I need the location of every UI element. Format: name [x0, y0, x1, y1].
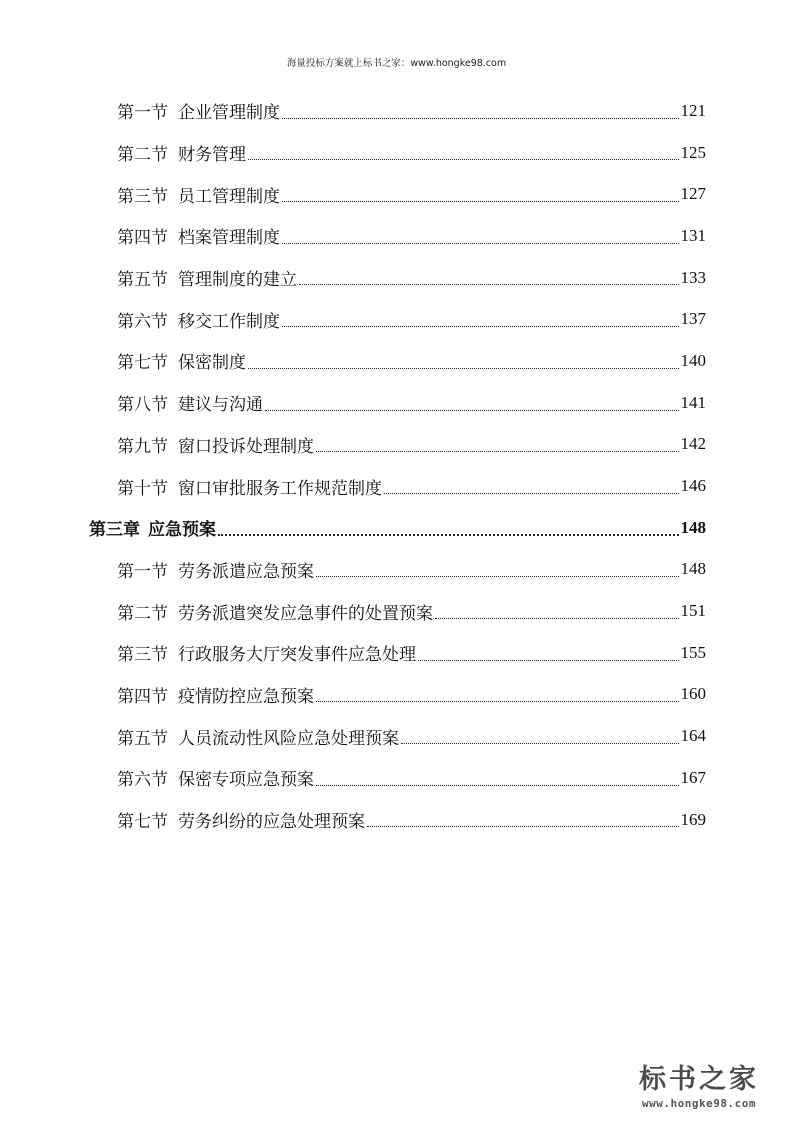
toc-entry-page: 125: [680, 142, 706, 162]
watermark: [619, 1065, 779, 1110]
toc-section-entry[interactable]: [0, 465, 793, 507]
toc-dot-leader: [282, 326, 679, 327]
toc-entry-page: 121: [680, 100, 706, 120]
toc-entry-number: 第二节: [117, 603, 168, 624]
toc-entry-number: 第三节: [117, 186, 168, 207]
toc-entry-page: 155: [680, 642, 706, 662]
toc-entry-title: 保密制度: [178, 353, 246, 374]
toc-entry-page: 142: [680, 434, 706, 454]
toc-entry-number: 第六节: [117, 311, 168, 332]
toc-dot-leader: [218, 534, 679, 536]
toc-dot-leader: [418, 660, 679, 661]
watermark-url: www.hongke98.com: [642, 1097, 756, 1110]
toc-entry-page: 148: [680, 559, 706, 579]
toc-dot-leader: [282, 243, 679, 244]
toc-dot-leader: [248, 159, 679, 160]
toc-entry-number: 第五节: [117, 728, 168, 749]
toc-dot-leader: [401, 743, 679, 744]
toc-entry-page: 148: [680, 517, 706, 537]
toc-entry-page: 146: [680, 476, 706, 496]
toc-dot-leader: [265, 410, 679, 411]
toc-entry-title: 窗口投诉处理制度: [178, 436, 314, 457]
toc-entry-title: 行政服务大厅突发事件应急处理: [178, 645, 416, 666]
toc-entry-number: 第七节: [117, 353, 168, 374]
toc-entry-page: 169: [680, 809, 706, 829]
toc-entry-number: 第三章: [89, 520, 140, 541]
toc-entry-page: 127: [680, 184, 706, 204]
toc-chapter-entry[interactable]: [0, 507, 793, 549]
toc-entry-title: 移交工作制度: [178, 311, 280, 332]
toc-dot-leader: [316, 785, 679, 786]
toc-section-entry[interactable]: [0, 215, 793, 257]
toc-entry-title: 人员流动性风险应急处理预案: [178, 728, 399, 749]
toc-entry-title: 建议与沟通: [178, 395, 263, 416]
toc-entry-page: 133: [680, 267, 706, 287]
toc-entry-title: 档案管理制度: [178, 228, 280, 249]
toc-entry-title: 劳务纠纷的应急处理预案: [178, 812, 365, 833]
toc-dot-leader: [248, 368, 679, 369]
toc-entry-page: 151: [680, 601, 706, 621]
table-of-contents: [0, 90, 793, 840]
toc-section-entry[interactable]: [0, 632, 793, 674]
toc-entry-number: 第九节: [117, 436, 168, 457]
toc-dot-leader: [316, 576, 679, 577]
toc-entry-number: 第八节: [117, 395, 168, 416]
toc-entry-title: 劳务派遣突发应急事件的处置预案: [178, 603, 433, 624]
toc-entry-title: 管理制度的建立: [178, 270, 297, 291]
toc-section-entry[interactable]: [0, 298, 793, 340]
toc-entry-title: 企业管理制度: [178, 103, 280, 124]
toc-dot-leader: [367, 826, 679, 827]
toc-section-entry[interactable]: [0, 674, 793, 716]
toc-entry-title: 劳务派遣应急预案: [178, 561, 314, 582]
toc-section-entry[interactable]: [0, 382, 793, 424]
toc-section-entry[interactable]: [0, 424, 793, 466]
toc-section-entry[interactable]: [0, 799, 793, 841]
toc-entry-number: 第五节: [117, 270, 168, 291]
toc-section-entry[interactable]: [0, 549, 793, 591]
toc-entry-number: 第三节: [117, 645, 168, 666]
toc-entry-title: 员工管理制度: [178, 186, 280, 207]
toc-entry-title: 窗口审批服务工作规范制度: [178, 478, 382, 499]
toc-entry-number: 第一节: [117, 103, 168, 124]
toc-section-entry[interactable]: [0, 715, 793, 757]
toc-section-entry[interactable]: [0, 257, 793, 299]
toc-dot-leader: [282, 118, 679, 119]
toc-entry-page: 140: [680, 350, 706, 370]
toc-section-entry[interactable]: [0, 757, 793, 799]
toc-entry-title: 保密专项应急预案: [178, 770, 314, 791]
toc-dot-leader: [316, 701, 679, 702]
toc-entry-title: 疫情防控应急预案: [178, 686, 314, 707]
toc-entry-title: 应急预案: [148, 520, 216, 541]
toc-entry-number: 第四节: [117, 686, 168, 707]
toc-section-entry[interactable]: [0, 590, 793, 632]
toc-section-entry[interactable]: [0, 90, 793, 132]
toc-dot-leader: [316, 451, 679, 452]
toc-dot-leader: [435, 618, 679, 619]
toc-section-entry[interactable]: [0, 132, 793, 174]
toc-section-entry[interactable]: [0, 340, 793, 382]
toc-dot-leader: [282, 201, 679, 202]
toc-entry-number: 第七节: [117, 812, 168, 833]
toc-entry-page: 141: [680, 392, 706, 412]
toc-entry-number: 第四节: [117, 228, 168, 249]
toc-entry-number: 第二节: [117, 145, 168, 166]
toc-entry-title: 财务管理: [178, 145, 246, 166]
toc-entry-number: 第十节: [117, 478, 168, 499]
toc-entry-page: 167: [680, 767, 706, 787]
toc-entry-page: 164: [680, 726, 706, 746]
toc-entry-page: 137: [680, 309, 706, 329]
toc-dot-leader: [384, 493, 679, 494]
watermark-logo: 标书之家: [639, 1064, 759, 1095]
toc-section-entry[interactable]: [0, 173, 793, 215]
page-header: 海量投标方案就上标书之家：www.hongke98.com: [286, 58, 507, 69]
toc-dot-leader: [299, 284, 679, 285]
toc-entry-page: 131: [680, 225, 706, 245]
toc-entry-number: 第一节: [117, 561, 168, 582]
toc-entry-page: 160: [680, 684, 706, 704]
toc-entry-number: 第六节: [117, 770, 168, 791]
